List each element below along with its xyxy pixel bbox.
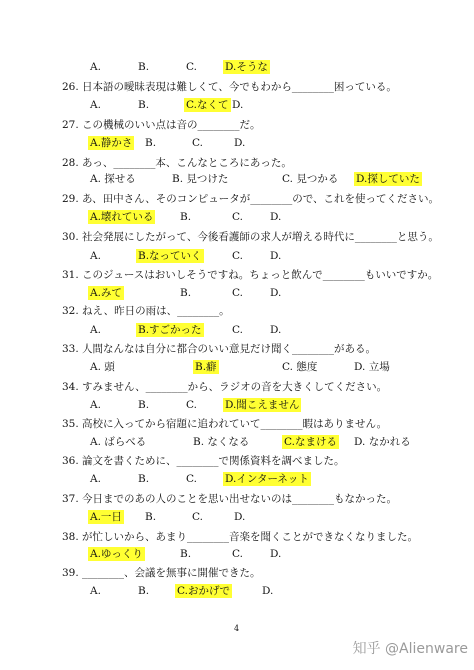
question-35: 35. 高校に入ってから宿題に追われていて________暇はありません。 [62,418,388,430]
q35-option-d: D. なかれる [354,436,411,448]
q39-option-c-answer: C.おかげで [177,585,230,597]
page-number: 4 [234,624,240,633]
q29-option-c: C. [232,211,243,223]
q38-option-a-answer: A.ゆっくり [90,548,143,560]
question-28: 28. あっ、________本、こんなところにあった。 [62,157,292,169]
q35-option-b: B. なくなる [193,436,250,448]
q31-option-a-answer: A.みて [90,287,122,299]
q27-option-b: B. [145,137,157,149]
q26-option-b: B. [138,99,150,111]
q36-option-c: C. [186,473,197,485]
q38-option-d: D. [270,548,282,560]
q37-option-d: D. [234,511,246,523]
q37-option-a-answer: A.一日 [90,511,122,523]
q37-option-c: C. [192,511,203,523]
question-36: 36. 論文を書くために、________で関係資料を調べました。 [62,455,345,467]
question-32: 32. ねえ、昨日の雨は、________。 [62,305,230,317]
q31-option-d: D. [270,287,282,299]
q35-option-c-answer: C.なまける [284,436,337,448]
q31-option-c: C. [232,287,243,299]
q28-option-d-answer: D.探していた [356,173,420,185]
q33-option-c: C. 態度 [282,361,318,373]
watermark: 知乎 @Alienware [352,641,468,657]
q34-option-d-answer: D.聞こえません [225,399,300,411]
q25-option-d-answer: D.そうな [225,61,268,73]
q32-option-b-answer: B.すごかった [138,324,202,336]
q38-option-c: C. [232,548,243,560]
q27-option-c: C. [192,137,203,149]
q28-option-a: A. 探せる [90,173,136,185]
question-37: 37. 今日までのあの人のことを思い出せないのは________もなかった。 [62,493,398,505]
q28-option-c: C. 見つかる [282,173,339,185]
q33-option-a: A. 頭 [90,361,115,373]
question-39: 39. ________、会議を無事に開催できた。 [62,567,261,579]
q34-option-a: A. [90,399,101,411]
q33-option-d: D. 立場 [354,361,390,373]
q27-option-a-answer: A.静かさ [90,137,133,149]
question-27: 27. この機械のいい点は音の________だ。 [62,119,261,131]
q34-option-b: B. [138,399,150,411]
q26-option-c-answer: C.なくて [186,99,229,111]
q26-option-a: A. [90,99,101,111]
q38-option-b: B. [180,548,192,560]
q39-option-b: B. [138,585,150,597]
q32-option-a: A. [90,324,101,336]
q27-option-d: D. [234,137,246,149]
q26-option-d: D. [232,99,244,111]
q29-option-a-answer: A.壊れている [90,211,154,223]
q31-option-b: B. [180,287,192,299]
q30-option-b-answer: B.なっていく [138,250,202,262]
question-31: 31. このジュースはおいしそうですね。ちょっと飲んで________もいいですか。 [62,269,439,281]
q39-option-a: A. [90,585,101,597]
q33-option-b-answer: B.癖 [195,361,217,373]
q30-option-d: D. [270,250,282,262]
question-29: 29. あ、田中さん、そのコンピュータが________ので、これを使ってください。 [62,193,440,205]
q32-option-c: C. [232,324,243,336]
q34-option-c: C. [186,399,197,411]
q25-option-b: B. [138,61,150,73]
q37-option-b: B. [145,511,157,523]
q36-option-a: A. [90,473,101,485]
question-26: 26. 日本語の曖昧表現は難しくて、今でもわから________困っている。 [62,81,397,93]
q28-option-b: B. 見つけた [172,173,229,185]
q29-option-d: D. [270,211,282,223]
q36-option-d-answer: D.インターネット [225,473,309,485]
q25-option-c: C. [186,61,197,73]
q30-option-a: A. [90,250,101,262]
q32-option-d: D. [270,324,282,336]
question-30: 30. 社会発展にしたがって、今後看護師の求人が増える時代に________と思う。 [62,231,439,243]
question-38: 38. が忙しいから、あまり________音楽を聞くことができなくなりました。 [62,531,419,543]
q35-option-a: A. ばらべる [90,436,147,448]
q39-option-d: D. [262,585,274,597]
question-34: 34. すみません、________から、ラジオの音を大きくしてください。 [62,381,388,393]
q30-option-c: C. [232,250,243,262]
question-33: 33. 人間なんなは自分に都合のいい意見だけ聞く________がある。 [62,343,377,355]
q36-option-b: B. [138,473,150,485]
q25-option-a: A. [90,61,101,73]
q29-option-b: B. [180,211,192,223]
